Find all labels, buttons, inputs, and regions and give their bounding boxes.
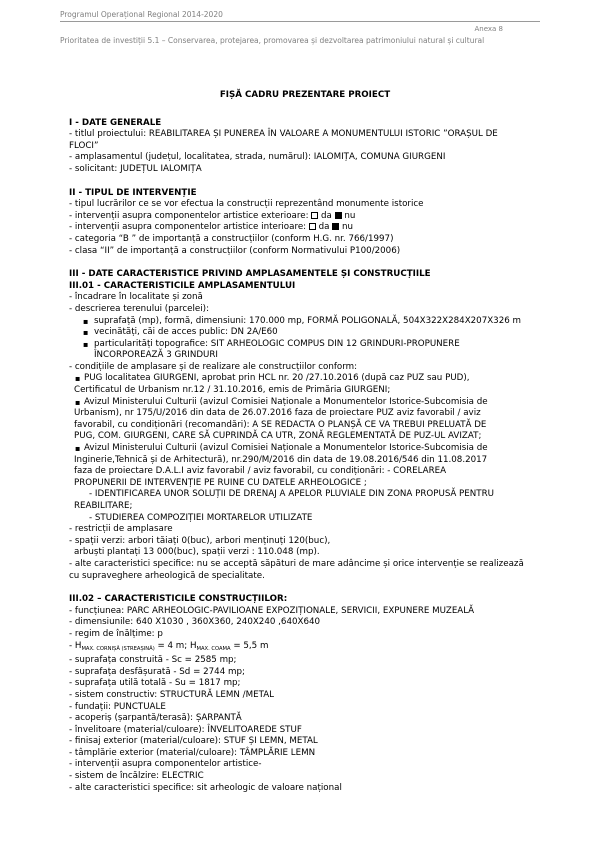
roof-line: - acoperiș (șarpantă/terasă): ȘARPANTĂ [69,713,242,724]
exterior-interventions-label: - intervenții asupra componentelor artistice exterioare: [69,210,309,221]
topography-continuation: ÎNCORPOREAZĂ 3 GRINDURI [94,350,218,361]
pug-continuation: Certificatul de Urbanism nr.12 / 31.10.2016, emis de Primăria GIURGENI; [74,385,391,396]
works-type-line: - tipul lucrărilor ce se vor efectua la construcții reprezentând monumente istorice [69,199,424,210]
aviz-engineering-condition: - IDENTIFICAREA UNOR SOLUȚII DE DRENAJ A APELOR PLUVIALE DIN ZONA PROPUSĂ PENTRU [89,489,494,500]
useful-area-line: - suprafața utilă totală - Su = 1817 mp; [69,678,241,689]
importance-class-line: - clasa “II” de importanță a construcțiilor (conform Normativului P100/2006) [69,245,401,256]
subsection-heading-buildings: III.02 – CARACTERISTICILE CONSTRUCȚIILOR: [69,594,288,605]
aviz-engineering-condition: - STUDIEREA COMPOZIȚIEI MORTARELOR UTILIZATE [89,512,313,523]
aviz-engineering-continuation: faza de proiectare D.A.L.I aviz favorabil / aviz favorabil, cu condiționări: - CORELAREA [74,466,447,477]
option-da: da [318,222,330,233]
applicant-line: - solicitant: JUDEȚUL IALOMIȚA [69,163,202,174]
developed-area-line: - suprafața desfășurată - Sd = 2744 mp; [69,666,245,677]
annex-label: Anexa 8 [474,25,503,33]
other-characteristics-line: - alte caracteristici specifice: sit arheologic de valoare național [69,782,342,793]
height-regime-line: - regim de înălțime: p [69,628,163,639]
document-body [69,90,541,794]
aviz-engineering-continuation: PROPUNERII DE INTERVENȚIE PE RUINE CU DATELE ARHEOLOGICE ; [74,477,367,488]
section-heading-general: I - DATE GENERALE [69,117,162,128]
checkbox-empty-icon [309,223,316,230]
bullet-pug: ▪ PUG localitatea GIURGENI, aprobat prin HCL nr. 20 /27.10.2016 (după caz PUZ sau PUD), [69,373,541,385]
hmax-cornice-subscript: MAX. CORNIȘĂ (STREAȘINĂ) [81,645,155,652]
checkbox-empty-icon [311,212,318,219]
interior-interventions-line [69,222,541,234]
joinery-line: - tâmplărie exterior (material/culoare): TÂMPLĂRIE LEMN [69,747,316,758]
option-nu: nu [344,210,356,221]
aviz-urbanism-continuation: PUG, COM. GIURGENI, CARE SĂ CUPRINDĂ CA UTR, ZONĂ REGLEMENTATĂ DE PUZ-UL AVIZAT; [74,431,482,442]
project-title-line: FLOCI” [69,140,99,151]
restrictions-line: - restricții de amplasare [69,524,173,535]
aviz-urbanism-continuation: favorabil, cu condiționări (recomandări): A SE REDACTA O PLANȘĂ CE VA TREBUI PRELUATĂ DE [74,419,487,430]
option-da: da [321,210,332,221]
hmax-ridge-subscript: MAX. COAMA [196,645,231,652]
section-heading-intervention: II - TIPUL DE INTERVENȚIE [69,187,197,198]
bullet-area: ▪ suprafață (mp), formă, dimensiuni: 170.000 mp, FORMĂ POLIGONALĂ, 504X322X284X207X326 m [69,316,541,328]
bullet-neighbors: ▪ vecinătăți, căi de acces public: DN 2A/E60 [69,327,541,339]
built-area-line: - suprafața construită - Sc = 2585 mp; [69,655,237,666]
bullet-aviz-urbanism: ▪ Avizul Ministerului Culturii (avizul Comisiei Naționale a Monumentelor Istorice-Subcomisia de [69,397,541,409]
exterior-finish-line: - finisaj exterior (material/culoare): STUF ȘI LEMN, METAL [69,736,318,747]
specific-characteristics-line: - alte caracteristici specifice: nu se acceptă săpături de mare adâncime și orice intervenție se realizează [69,558,524,569]
artistic-interventions-line: - intervenții asupra componentelor artistice- [69,759,262,770]
priority-line: Prioritatea de investiții 5.1 – Conservarea, protejarea, promovarea și dezvoltarea patrimoniului natural și cultural [60,36,485,45]
land-description-line: - descrierea terenului (parcelei): [69,303,210,314]
conditions-line: - condițiile de amplasare și de realizare ale construcțiilor conform: [69,361,358,372]
heating-system-line: - sistem de încălzire: ELECTRIC [69,771,204,782]
aviz-engineering-continuation: REABILITARE; [74,501,133,511]
header-divider [60,21,540,22]
hmax-middle: = 4 m; H [154,640,197,651]
option-nu: nu [342,222,354,233]
location-line: - amplasamentul (județul, localitatea, strada, numărul): IALOMIȚA, COMUNA GIURGENI [69,152,446,163]
aviz-engineering-continuation: Inginerie,Tehnică și de Arhitectură), nr.290/M/2016 din data de 19.08.2016/546 din 11.08.2017 [74,454,488,465]
program-header: Programul Operațional Regional 2014-2020 [60,10,223,19]
project-title-line: - titlul proiectului: REABILITAREA ȘI PUNEREA ÎN VALOARE A MONUMENTULUI ISTORIC ”ORAȘUL DE [69,129,498,140]
subsection-heading-site: III.01 - CARACTERISTICILE AMPLASAMENTULUI [69,280,296,291]
specific-characteristics-continuation: cu supraveghere arheologică de specialitate. [69,570,265,581]
bullet-topography: ▪ particularități topografice: SIT ARHEOLOGIC COMPUS DIN 12 GRINDURI-PROPUNERE [69,339,541,351]
bullet-aviz-engineering: ▪ Avizul Ministerului Culturii (avizul Comisiei Naționale a Monumentelor Istorice-Subcomisia de [69,443,541,455]
function-line: - funcțiunea: PARC ARHEOLOGIC-PAVILIOANE EXPOZIȚIONALE, SERVICII, EXPUNERE MUZEALĂ [69,605,475,616]
foundations-line: - fundații: PUNCTUALE [69,701,166,712]
document-title: FIȘĂ CADRU PREZENTARE PROIECT [219,90,391,100]
aviz-urbanism-continuation: Urbanism), nr 175/U/2016 din data de 26.07.2016 faza de proiectare PUZ aviz favorabil / aviz [74,408,481,419]
section-heading-characteristics: III - DATE CARACTERISTICE PRIVIND AMPLASAMENTELE ȘI CONSTRUCȚIILE [69,269,431,280]
exterior-interventions-line [69,211,541,223]
roofing-line: - învelitoare (material/culoare): ÎNVELITOAREDE STUF [69,724,302,735]
max-height-line [69,641,541,656]
green-spaces-continuation: arbuști plantați 13 000(buc), spații verzi : 110.048 (mp). [74,547,320,558]
checkbox-filled-icon [335,212,342,219]
green-spaces-line: - spații verzi: arbori tăiați 0(buc), arbori menținuți 120(buc), [69,535,331,546]
hmax-prefix: - H [69,640,82,651]
site-framing-line: - încadrare în localitate și zonă [69,292,203,303]
interior-interventions-label: - intervenții asupra componentelor artistice interioare: [69,222,307,233]
dimensions-line: - dimensiunile: 640 X1030 , 360X360, 240X240 ,640X640 [69,617,321,628]
checkbox-filled-icon [332,223,339,230]
structural-system-line: - sistem constructiv: STRUCTURĂ LEMN /METAL [69,689,274,700]
hmax-suffix: = 5,5 m [230,640,269,651]
importance-category-line: - categoria “B ” de importanță a construcțiilor (conform H.G. nr. 766/1997) [69,233,394,244]
